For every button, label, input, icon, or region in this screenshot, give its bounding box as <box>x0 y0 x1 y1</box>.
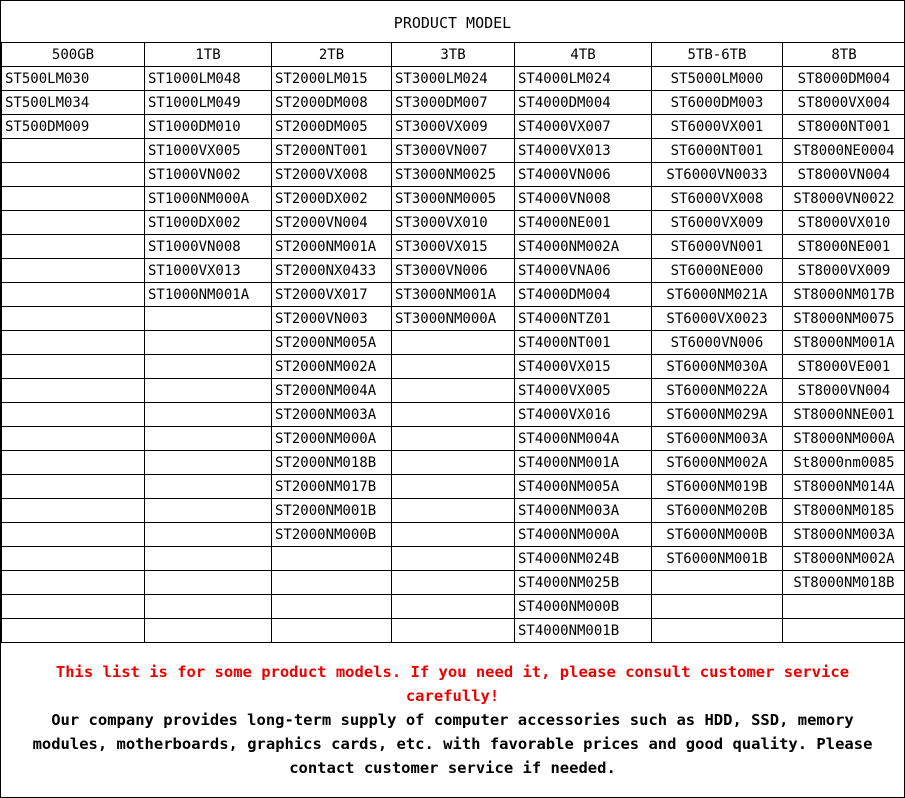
model-cell <box>392 427 515 451</box>
model-cell: ST8000NNE001 <box>783 403 905 427</box>
table-row <box>2 427 905 451</box>
model-cell <box>392 331 515 355</box>
model-cell: ST4000NM003A <box>515 499 652 523</box>
model-cell <box>145 619 272 643</box>
table-row <box>2 403 905 427</box>
model-cell: ST3000NM0025 <box>392 163 515 187</box>
model-cell: ST4000DM004 <box>515 283 652 307</box>
model-cell <box>2 451 145 475</box>
model-cell: ST4000LM024 <box>515 67 652 91</box>
model-cell <box>2 355 145 379</box>
model-cell <box>2 619 145 643</box>
model-cell: ST1000NM001A <box>145 283 272 307</box>
model-cell: ST2000VX017 <box>272 283 392 307</box>
product-model-table <box>1 42 905 643</box>
model-cell: ST2000VN003 <box>272 307 392 331</box>
model-cell: ST8000VN004 <box>783 379 905 403</box>
model-cell: ST8000VN004 <box>783 163 905 187</box>
model-cell: ST1000VN002 <box>145 163 272 187</box>
model-cell <box>2 211 145 235</box>
model-cell: ST500DM009 <box>2 115 145 139</box>
model-cell: ST1000LM049 <box>145 91 272 115</box>
model-cell: ST8000NT001 <box>783 115 905 139</box>
table-row <box>2 523 905 547</box>
model-cell: ST2000NM000B <box>272 523 392 547</box>
model-cell: ST4000NM004A <box>515 427 652 451</box>
table-row <box>2 67 905 91</box>
model-cell <box>2 307 145 331</box>
model-cell: ST4000VX013 <box>515 139 652 163</box>
model-cell: ST4000VNA06 <box>515 259 652 283</box>
table-row <box>2 355 905 379</box>
model-cell <box>392 547 515 571</box>
column-header-3tb: 3TB <box>392 43 515 67</box>
table-row <box>2 307 905 331</box>
model-cell: ST4000VX015 <box>515 355 652 379</box>
table-row <box>2 235 905 259</box>
model-cell <box>145 523 272 547</box>
model-cell: ST2000NM001A <box>272 235 392 259</box>
model-cell: ST6000NM002A <box>652 451 783 475</box>
warning-notice: This list is for some product models. If you need it, please consult customer service carefully! <box>55 663 850 705</box>
model-cell: ST8000VX004 <box>783 91 905 115</box>
table-row <box>2 283 905 307</box>
model-cell: ST1000DX002 <box>145 211 272 235</box>
model-cell: ST8000NM017B <box>783 283 905 307</box>
model-cell <box>392 595 515 619</box>
model-cell: ST8000VN0022 <box>783 187 905 211</box>
model-cell: ST2000NM000A <box>272 427 392 451</box>
model-cell: ST500LM034 <box>2 91 145 115</box>
column-header-2tb: 2TB <box>272 43 392 67</box>
model-cell <box>392 523 515 547</box>
model-cell: ST8000NM001A <box>783 331 905 355</box>
model-cell <box>2 427 145 451</box>
model-cell: ST4000VN006 <box>515 163 652 187</box>
model-cell <box>145 547 272 571</box>
table-row <box>2 547 905 571</box>
model-cell: ST3000NM0005 <box>392 187 515 211</box>
page-title: PRODUCT MODEL <box>1 1 904 43</box>
model-cell: ST8000DM004 <box>783 67 905 91</box>
model-cell: ST4000NM000B <box>515 595 652 619</box>
model-cell <box>2 523 145 547</box>
model-cell: ST4000NM000A <box>515 523 652 547</box>
model-cell: ST6000VX001 <box>652 115 783 139</box>
model-cell: ST6000NM030A <box>652 355 783 379</box>
model-cell: ST2000DX002 <box>272 187 392 211</box>
model-cell: ST4000NM024B <box>515 547 652 571</box>
table-row <box>2 379 905 403</box>
model-cell <box>2 163 145 187</box>
column-header-500gb: 500GB <box>2 43 145 67</box>
model-cell <box>145 427 272 451</box>
model-cell <box>392 499 515 523</box>
model-cell: ST4000NE001 <box>515 211 652 235</box>
model-cell: ST1000VX005 <box>145 139 272 163</box>
model-cell <box>2 547 145 571</box>
model-cell: ST8000NM0075 <box>783 307 905 331</box>
table-row <box>2 139 905 163</box>
model-cell <box>2 571 145 595</box>
model-cell <box>2 499 145 523</box>
model-cell: ST2000VN004 <box>272 211 392 235</box>
model-cell: ST8000NM003A <box>783 523 905 547</box>
table-row <box>2 571 905 595</box>
model-cell: ST1000NM000A <box>145 187 272 211</box>
table-row <box>2 187 905 211</box>
model-cell: ST4000NM025B <box>515 571 652 595</box>
model-cell: ST3000VX015 <box>392 235 515 259</box>
model-cell <box>272 571 392 595</box>
model-cell: ST4000NM001B <box>515 619 652 643</box>
model-cell <box>2 595 145 619</box>
model-cell: ST6000VN0033 <box>652 163 783 187</box>
model-cell: ST6000NE000 <box>652 259 783 283</box>
model-cell <box>145 571 272 595</box>
model-cell: ST3000VN006 <box>392 259 515 283</box>
model-cell: ST8000NE001 <box>783 235 905 259</box>
model-cell: ST4000VX005 <box>515 379 652 403</box>
model-cell: ST6000VX0023 <box>652 307 783 331</box>
model-cell <box>272 619 392 643</box>
model-cell <box>392 619 515 643</box>
model-cell: ST8000VX010 <box>783 211 905 235</box>
model-cell: ST4000DM004 <box>515 91 652 115</box>
model-cell: ST3000NM001A <box>392 283 515 307</box>
model-cell <box>783 619 905 643</box>
model-cell <box>2 379 145 403</box>
model-cell <box>2 475 145 499</box>
model-cell <box>145 595 272 619</box>
model-cell: St8000nm0085 <box>783 451 905 475</box>
model-cell: ST8000NM0185 <box>783 499 905 523</box>
model-cell <box>145 499 272 523</box>
model-cell: ST3000NM000A <box>392 307 515 331</box>
model-cell: ST6000NM021A <box>652 283 783 307</box>
model-cell <box>783 595 905 619</box>
model-cell: ST1000DM010 <box>145 115 272 139</box>
table-row <box>2 475 905 499</box>
model-cell: ST6000NM003A <box>652 427 783 451</box>
table-row <box>2 451 905 475</box>
model-cell: ST4000VX007 <box>515 115 652 139</box>
model-cell: ST3000DM007 <box>392 91 515 115</box>
model-cell: ST4000VX016 <box>515 403 652 427</box>
model-cell: ST8000NM002A <box>783 547 905 571</box>
model-cell: ST6000NM020B <box>652 499 783 523</box>
table-row <box>2 499 905 523</box>
model-cell <box>145 355 272 379</box>
model-cell <box>145 307 272 331</box>
model-cell: ST2000DM008 <box>272 91 392 115</box>
model-cell: ST2000NX0433 <box>272 259 392 283</box>
model-cell: ST8000NE0004 <box>783 139 905 163</box>
model-cell: ST2000NM004A <box>272 379 392 403</box>
model-cell: ST4000NT001 <box>515 331 652 355</box>
model-cell <box>2 187 145 211</box>
model-cell: ST6000NM000B <box>652 523 783 547</box>
model-cell: ST3000LM024 <box>392 67 515 91</box>
model-cell: ST6000VX008 <box>652 187 783 211</box>
model-cell: ST8000NM018B <box>783 571 905 595</box>
model-cell <box>2 139 145 163</box>
model-cell: ST3000VN007 <box>392 139 515 163</box>
model-cell: ST4000VN008 <box>515 187 652 211</box>
model-cell <box>145 379 272 403</box>
company-info-notice: Our company provides long-term supply of computer accessories such as HDD, SSD, memory modules, motherboards, graphics cards, etc. with favorable prices and good quality. Please contact customer service if needed. <box>32 711 873 777</box>
model-cell: ST4000NM002A <box>515 235 652 259</box>
model-cell: ST6000NM001B <box>652 547 783 571</box>
model-cell: ST2000NM002A <box>272 355 392 379</box>
model-cell: ST500LM030 <box>2 67 145 91</box>
model-cell: ST2000NM001B <box>272 499 392 523</box>
table-row <box>2 331 905 355</box>
model-cell: ST4000NM005A <box>515 475 652 499</box>
model-cell: ST4000NM001A <box>515 451 652 475</box>
column-header-4tb: 4TB <box>515 43 652 67</box>
table-row <box>2 163 905 187</box>
model-cell: ST6000NT001 <box>652 139 783 163</box>
model-cell: ST8000VX009 <box>783 259 905 283</box>
table-row <box>2 211 905 235</box>
table-row <box>2 115 905 139</box>
model-cell <box>392 451 515 475</box>
model-cell: ST6000VX009 <box>652 211 783 235</box>
model-cell <box>652 619 783 643</box>
table-body <box>2 67 905 643</box>
model-cell: ST2000LM015 <box>272 67 392 91</box>
model-cell: ST1000VX013 <box>145 259 272 283</box>
model-cell: ST6000VN001 <box>652 235 783 259</box>
model-cell: ST8000NM014A <box>783 475 905 499</box>
model-cell <box>145 475 272 499</box>
model-cell <box>652 595 783 619</box>
model-cell: ST6000NM022A <box>652 379 783 403</box>
model-cell: ST2000NT001 <box>272 139 392 163</box>
model-cell: ST2000NM017B <box>272 475 392 499</box>
model-cell: ST6000NM019B <box>652 475 783 499</box>
model-cell: ST2000NM005A <box>272 331 392 355</box>
table-row <box>2 595 905 619</box>
model-cell <box>2 403 145 427</box>
model-cell <box>392 379 515 403</box>
column-header-8tb: 8TB <box>783 43 905 67</box>
model-cell: ST6000NM029A <box>652 403 783 427</box>
table-row <box>2 619 905 643</box>
model-cell: ST2000NM018B <box>272 451 392 475</box>
model-cell <box>2 235 145 259</box>
model-cell <box>652 571 783 595</box>
model-cell: ST1000VN008 <box>145 235 272 259</box>
notice-block <box>1 660 904 780</box>
table-row <box>2 259 905 283</box>
model-cell: ST2000DM005 <box>272 115 392 139</box>
model-cell: ST5000LM000 <box>652 67 783 91</box>
model-cell: ST2000VX008 <box>272 163 392 187</box>
model-cell <box>145 451 272 475</box>
model-cell: ST8000NM000A <box>783 427 905 451</box>
model-cell <box>2 331 145 355</box>
table-header-row <box>2 43 905 67</box>
model-cell <box>392 403 515 427</box>
model-cell: ST8000VE001 <box>783 355 905 379</box>
model-cell <box>2 259 145 283</box>
model-cell: ST2000NM003A <box>272 403 392 427</box>
model-cell <box>145 403 272 427</box>
model-cell: ST6000VN006 <box>652 331 783 355</box>
column-header-1tb: 1TB <box>145 43 272 67</box>
model-cell <box>392 475 515 499</box>
column-header-5tb-6tb: 5TB-6TB <box>652 43 783 67</box>
model-cell: ST1000LM048 <box>145 67 272 91</box>
model-cell <box>145 331 272 355</box>
model-cell <box>272 547 392 571</box>
model-cell: ST4000NTZ01 <box>515 307 652 331</box>
model-cell: ST3000VX010 <box>392 211 515 235</box>
model-cell <box>392 355 515 379</box>
model-cell: ST3000VX009 <box>392 115 515 139</box>
model-cell <box>392 571 515 595</box>
model-cell <box>2 283 145 307</box>
table-row <box>2 91 905 115</box>
model-cell <box>272 595 392 619</box>
model-cell: ST6000DM003 <box>652 91 783 115</box>
